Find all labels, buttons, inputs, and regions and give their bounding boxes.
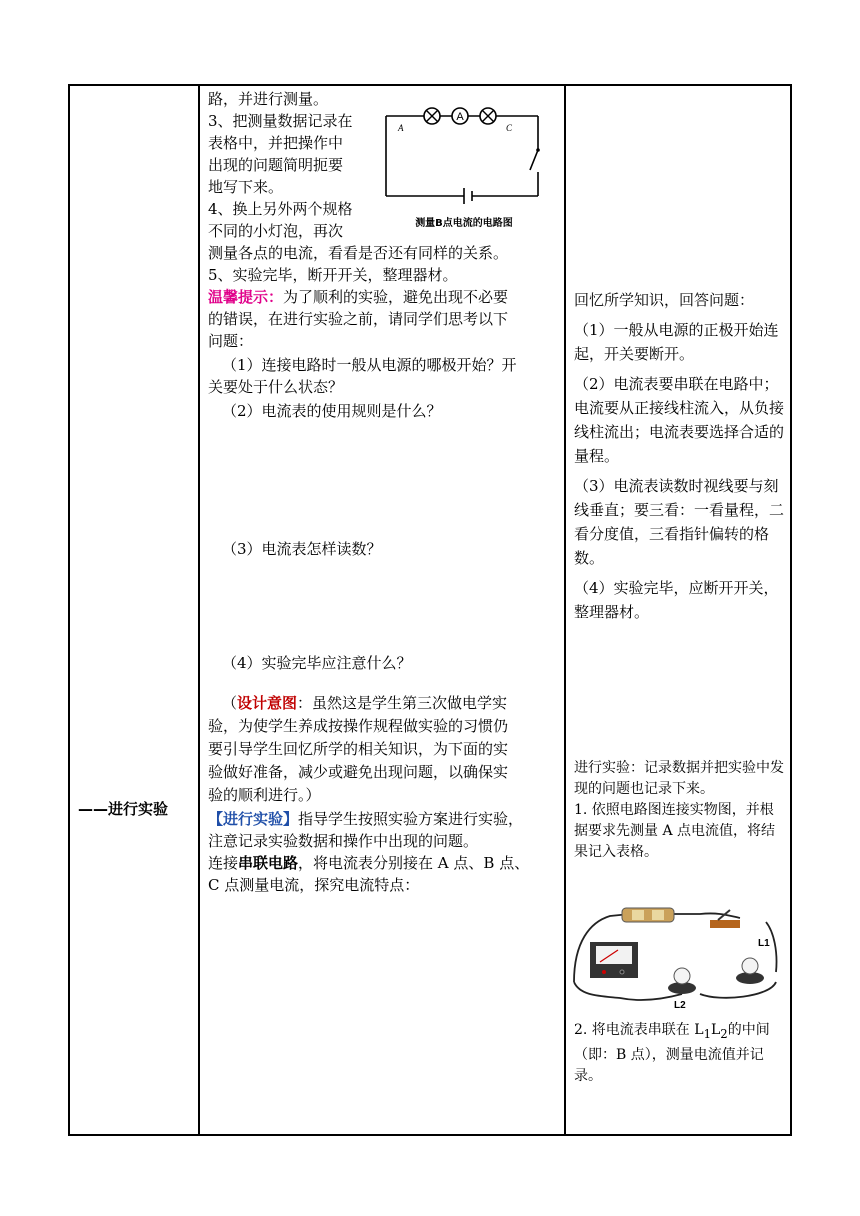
text-line: 不同的小灯泡，再次: [208, 222, 344, 240]
circuit-diagram: [380, 98, 550, 236]
text: 连接: [208, 854, 239, 872]
bulb-l2-label: L2: [674, 1000, 686, 1011]
paren: （: [222, 694, 238, 712]
text-line: 地写下来。: [208, 178, 284, 196]
ammeter-label: A: [456, 111, 464, 123]
question-2: （2）电流表的使用规则是什么？: [222, 402, 442, 420]
text: ，将电流表分别接在 A 点、B 点、: [298, 854, 530, 872]
battery-icon: [622, 908, 674, 922]
design-intent-line: [222, 692, 507, 714]
activity-step-2: [574, 1020, 786, 1087]
subscript: 1: [703, 1026, 711, 1041]
question-1: （1）连接电路时一般从电源的哪极开始？开: [222, 356, 517, 374]
text-line: 测量各点的电流，看看是否还有同样的关系。: [208, 244, 509, 262]
question-3: （3）电流表怎样读数？: [222, 540, 382, 558]
circuit-caption: 测量B点电流的电路图: [415, 218, 513, 229]
design-intent-label: 设计意图: [237, 694, 298, 712]
tip-label: 温馨提示：: [208, 288, 284, 306]
question-1-cont: 关要处于什么状态？: [208, 378, 344, 396]
bulb-icon: [480, 108, 496, 124]
tip-line: [208, 286, 508, 308]
text-line: 验的顺利进行。）: [208, 786, 321, 804]
activity-block: [574, 758, 786, 863]
text-line: 注意记录实验数据和操作中出现的问题。: [208, 832, 479, 850]
text-line: 验做好准备，减少或避免出现问题，以确保实: [208, 763, 509, 781]
text: 2. 将电流表串联在 L: [574, 1022, 704, 1038]
answer-1: （1）一般从电源的正极开始连起，开关要断开。: [574, 321, 779, 363]
text-line: 5、实验完毕，断开开关，整理器材。: [208, 266, 458, 284]
activity-step-1: 1. 依照电路图连接实物图，并根据要求先测量 A 点电流值，将结果记入表格。: [574, 802, 776, 860]
teacher-activity-column: [200, 86, 564, 1134]
answer-2: （2）电流表要串联在电路中；电流要从正接线柱流入，从负接线柱流出；电流表要选择合适的量程。: [574, 375, 785, 465]
colon: ：: [297, 694, 313, 712]
lesson-table: [68, 84, 792, 1136]
tip-text: 为了顺利的实验，避免出现不必要: [283, 288, 509, 306]
subscript: 2: [720, 1026, 728, 1041]
experiment-line: [208, 808, 523, 830]
question-4: （4）实验完毕应注意什么？: [222, 654, 412, 672]
answers-block: [574, 288, 786, 624]
stage-column: [70, 86, 198, 1134]
experiment-text: 指导学生按照实验方案进行实验，: [298, 810, 524, 828]
point-a-label: A: [398, 123, 404, 133]
text-line: [208, 852, 529, 874]
text: 的中间（即：B 点），测量电流值并记录。: [574, 1022, 770, 1084]
experiment-label: 【进行实验】: [208, 810, 299, 828]
apparatus-photo: [570, 902, 782, 1012]
text-line: 表格中，并把操作中: [208, 134, 344, 152]
stage-label: ——进行实验: [78, 800, 169, 818]
student-activity-column: [566, 86, 792, 1134]
activity-intro: 进行实验：记录数据并把实验中发现的问题也记录下来。: [574, 760, 784, 797]
bulb-l1-label: L1: [758, 938, 770, 949]
text-line: 要引导学生回忆所学的相关知识，为下面的实: [208, 740, 509, 758]
text-line: 问题：: [208, 332, 254, 350]
text-line: 路，并进行测量。: [208, 90, 329, 108]
text-line: 出现的问题简明扼要: [208, 156, 344, 174]
text: L: [710, 1022, 721, 1038]
series-circuit: 串联电路: [238, 854, 299, 872]
point-c-label: C: [506, 123, 513, 133]
ammeter-icon: [452, 108, 468, 124]
bulb-icon: [424, 108, 440, 124]
text-line: 4、换上另外两个规格: [208, 200, 353, 218]
answer-3: （3）电流表读数时视线要与刻线垂直；要三看：一看量程，二看分度值，三看指针偏转的格数。: [574, 477, 785, 567]
text-line: 的错误，在进行实验之前，请同学们思考以下: [208, 310, 509, 328]
answer-4: （4）实验完毕，应断开开关，整理器材。: [574, 579, 779, 621]
design-text: 虽然这是学生第三次做电学实: [312, 694, 508, 712]
text-line: C 点测量电流，探究电流特点：: [208, 876, 420, 894]
text-line: 验，为使学生养成按操作规程做实验的习惯仍: [208, 717, 509, 735]
answers-intro: 回忆所学知识，回答问题：: [574, 291, 755, 309]
ammeter-icon: [590, 942, 638, 978]
text-line: 3、把测量数据记录在: [208, 112, 353, 130]
